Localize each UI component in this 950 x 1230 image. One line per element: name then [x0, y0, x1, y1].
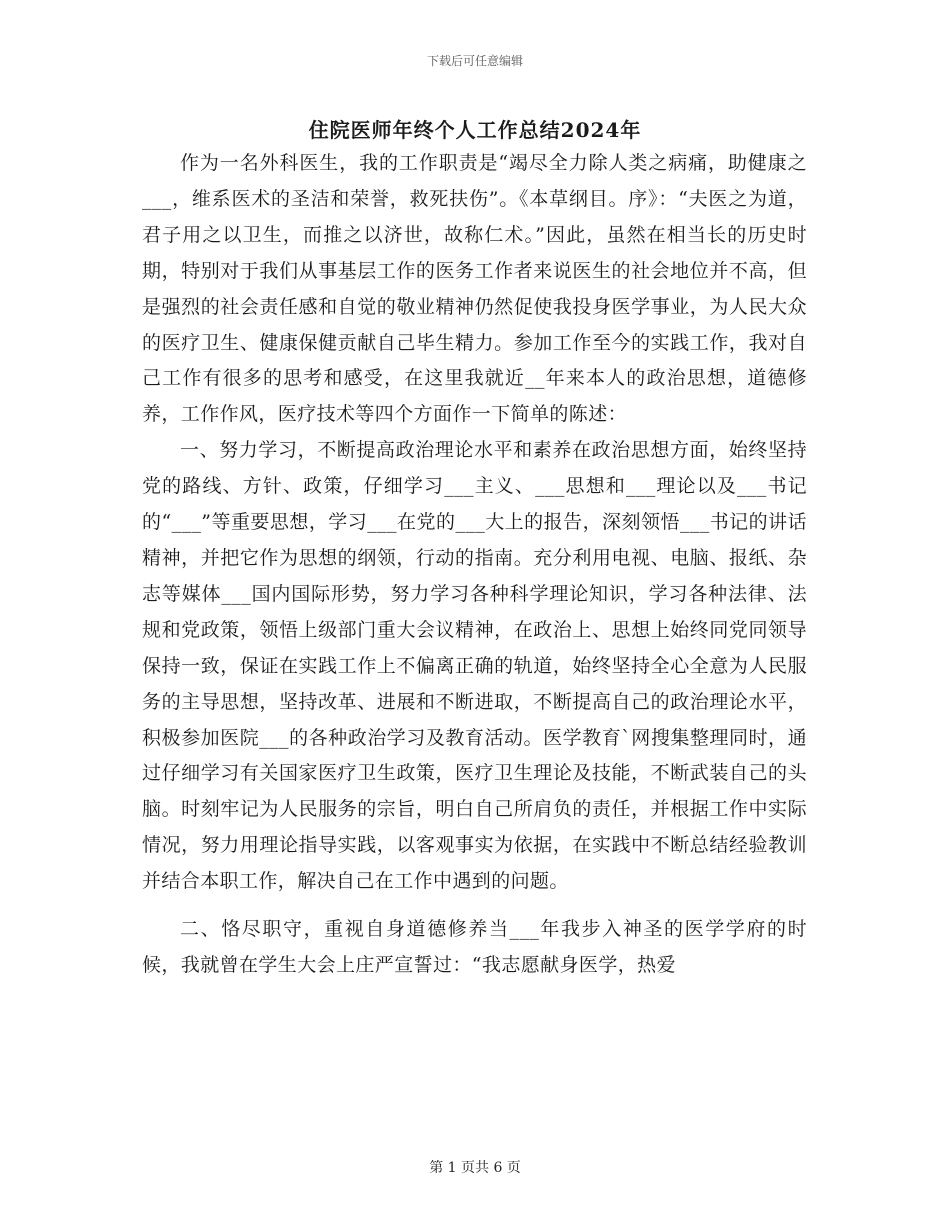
paragraph-intro: 作为一名外科医生，我的工作职责是“竭尽全力除人类之病痛，助健康之___，维系医术的圣洁和荣誉，救死扶伤”。《本草纲目。序》：“夫医之为道，君子用之以卫生，而推之以济世，故称仁术。”因此，虽然在相当长的历史时期，特别对于我们从事基层工作的医务工作者来说医生的社会地位并不高，但是强烈的社会责任感和自觉的敬业精神仍然促使我投身医学事业，为人民大众的医疗卫生、健康保健贡献自己毕生精力。参加工作至今的实践工作，我对自己工作有很多的思考和感受，在这里我就近__年来本人的政治思想，道德修养，工作作风，医疗技术等四个方面作一下简单的陈述：	[142, 152, 807, 426]
paragraph-section-2: 二、恪尽职守，重视自身道德修养当___年我步入神圣的医学学府的时候，我就曾在学生大会上庄严宣誓过：“我志愿献身医学，热爱	[142, 918, 807, 976]
document-title: 住院医师年终个人工作总结2024年	[308, 118, 642, 142]
page-number: 第 1 页共 6 页	[429, 1160, 521, 1176]
paragraph-section-1: 一、努力学习，不断提高政治理论水平和素养在政治思想方面，始终坚持党的路线、方针、政策，仔细学习___主义、___思想和___理论以及___书记的“___”等重要思想，学习___在党的___大上的报告，深刻领悟___书记的讲话精神，并把它作为思想的纲领，行动的指南。充分利用电视、电脑、报纸、杂志等媒体___国内国际形势，努力学习各种科学理论知识，学习各种法律、法规和党政策，领悟上级部门重大会议精神，在政治上、思想上始终同党同领导保持一致，保证在实践工作上不偏离正确的轨道，始终坚持全心全意为人民服务的主导思想，坚持改革、进展和不断进取，不断提高自己的政治理论水平，积极参加医院___的各种政治学习及教育活动。医学教育`网搜集整理同时，通过仔细学习有关国家医疗卫生政策，医疗卫生理论及技能，不断武装自己的头脑。时刻牢记为人民服务的宗旨，明白自己所肩负的责任，并根据工作中实际情况，努力用理论指导实践，以客观事实为依据，在实践中不断总结经验教训并结合本职工作，解决自己在工作中遇到的问题。	[142, 439, 807, 893]
document-body	[142, 146, 807, 984]
header-note: 下载后可任意编辑	[426, 54, 523, 68]
